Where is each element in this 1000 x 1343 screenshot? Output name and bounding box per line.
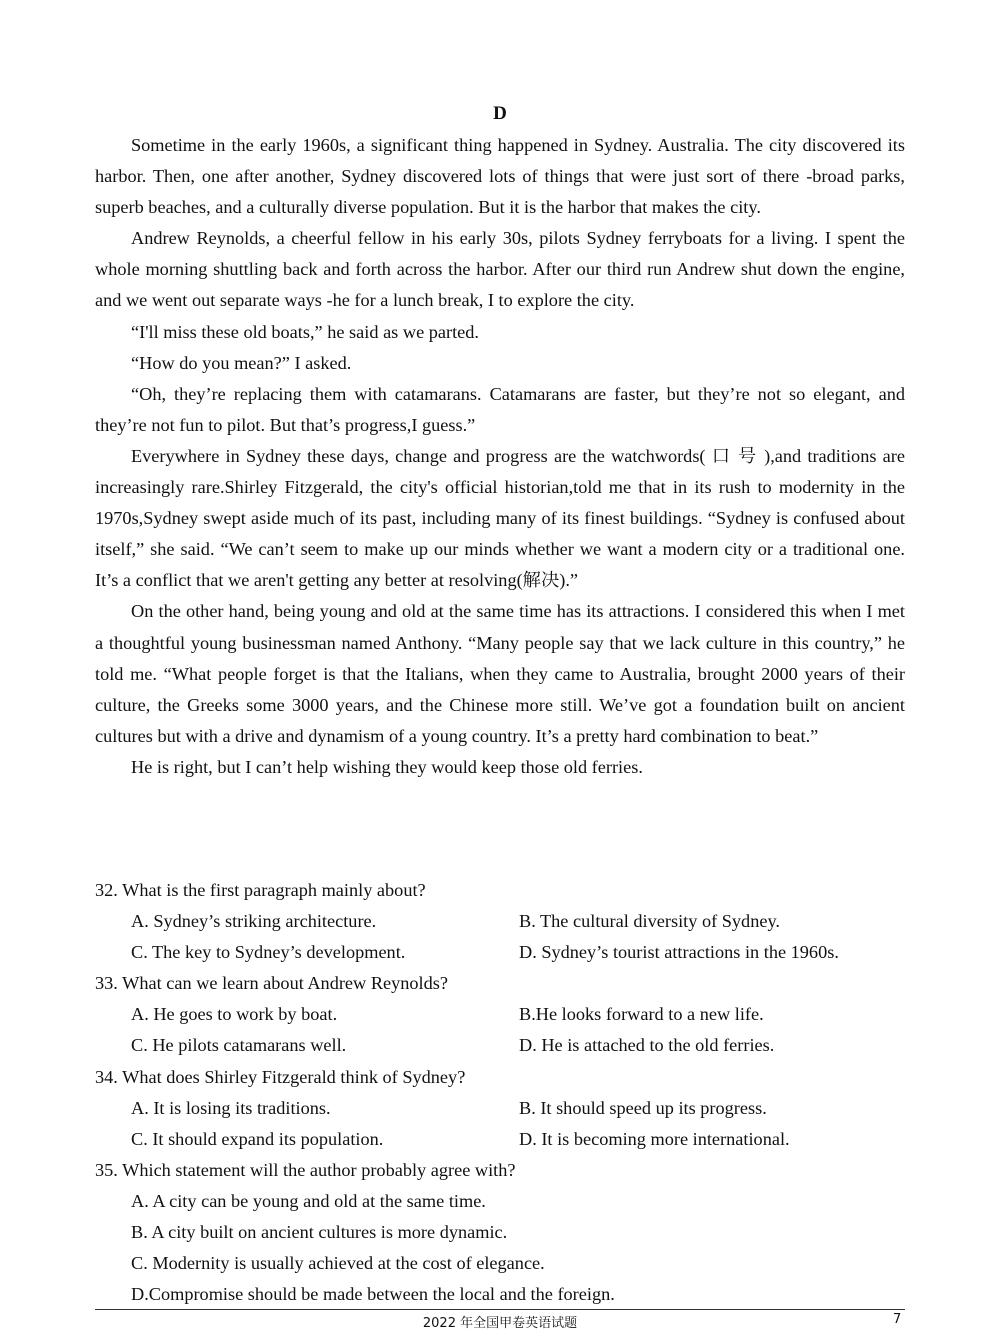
question-35-option-d: D.Compromise should be made between the local and the foreign. — [131, 1284, 615, 1305]
question-34-option-d: D. It is becoming more international. — [519, 1128, 790, 1149]
paragraph-5: “Oh, they’re replacing them with catamarans. Catamarans are faster, but they’re not so elegant, and they’re not fun to pilot. But that’s progress,I guess.” — [95, 383, 905, 435]
paragraph-4: “How do you mean?” I asked. — [131, 352, 352, 373]
question-32-stem: 32. What is the first paragraph mainly about? — [95, 880, 426, 900]
question-35-stem: 35. Which statement will the author probably agree with? — [95, 1159, 516, 1180]
paragraph-3: “I'll miss these old boats,” he said as we parted. — [131, 321, 480, 342]
question-34-options-row-1 — [95, 1093, 905, 1124]
question-33-option-d: D. He is attached to the old ferries. — [519, 1035, 775, 1056]
question-list — [95, 875, 905, 1310]
question-34-option-b: B. It should speed up its progress. — [519, 1097, 767, 1118]
reading-passage — [95, 130, 905, 783]
question-33-option-b: B.He looks forward to a new life. — [519, 1004, 764, 1025]
paragraph-7: On the other hand, being young and old at the same time has its attractions. I considered this when I met a thoughtful young businessman named Anthony. “Many people say that we lack culture in this country,” he told me. “What people forget is that the Italians, when they came to Australia, brought 2000 years of their culture, the Greeks some 3000 years, and the Chinese more still. We’ve got a foundation built on ancient cultures but with a drive and dynamism of a young country. It’s a pretty hard combination to beat.” — [95, 601, 905, 746]
question-33-option-a: A. He goes to work by boat. — [131, 1004, 338, 1025]
question-35-option-b: B. A city built on ancient cultures is more dynamic. — [131, 1222, 508, 1243]
question-34-options-row-2 — [95, 1124, 905, 1155]
question-35-option-c: C. Modernity is usually achieved at the cost of elegance. — [131, 1253, 545, 1274]
paragraph-8: He is right, but I can’t help wishing they would keep those old ferries. — [131, 756, 643, 777]
footer-title: 2022 年全国甲卷英语试题 — [422, 1316, 578, 1331]
question-32-option-b: B. The cultural diversity of Sydney. — [519, 911, 780, 932]
question-32-option-a: A. Sydney’s striking architecture. — [131, 911, 377, 932]
footer-divider — [95, 1309, 905, 1310]
page-number: 7 — [893, 1312, 902, 1327]
question-33-options-row-1 — [95, 999, 905, 1030]
question-33-stem: 33. What can we learn about Andrew Reynolds? — [95, 973, 448, 994]
question-34-stem: 34. What does Shirley Fitzgerald think of Sydney? — [95, 1066, 466, 1087]
question-34-option-a: A. It is losing its traditions. — [131, 1097, 331, 1118]
section-title: D — [493, 103, 507, 124]
question-32-option-c: C. The key to Sydney’s development. — [131, 942, 406, 963]
paragraph-1: Sometime in the early 1960s, a significant thing happened in Sydney. Australia. The city discovered its harbor. Then, one after another, Sydney discovered lots of things that were just sort of there -broad parks, superb beaches, and a culturally diverse population. But it is the harbor that makes the city. — [95, 135, 905, 218]
question-32-options-row-2 — [95, 937, 905, 968]
question-35-option-a: A. A city can be young and old at the same time. — [131, 1190, 486, 1211]
paragraph-2: Andrew Reynolds, a cheerful fellow in his early 30s, pilots Sydney ferryboats for a living. I spent the whole morning shuttling back and forth across the harbor. After our third run Andrew shut down the engine, and we went out separate ways -he for a lunch break, I to explore the city. — [95, 228, 905, 311]
question-32-options-row-1 — [95, 906, 905, 937]
paragraph-6: Everywhere in Sydney these days, change and progress are the watchwords( 口 号 ),and traditions are increasingly rare.Shirley Fitzgerald, the city's official historian,told me that in its rush to modernity in the 1970s,Sydney swept aside much of its past, including many of its finest buildings. “Sydney is confused about itself,” she said. “We can’t seem to make up our minds whether we want a modern city or a traditional one. It’s a conflict that we aren't getting any better at resolving(解决).” — [95, 445, 905, 591]
question-32-option-d: D. Sydney’s tourist attractions in the 1960s. — [519, 942, 839, 963]
question-33-options-row-2 — [95, 1030, 905, 1061]
question-33-option-c: C. He pilots catamarans well. — [131, 1035, 347, 1056]
question-34-option-c: C. It should expand its population. — [131, 1128, 384, 1149]
